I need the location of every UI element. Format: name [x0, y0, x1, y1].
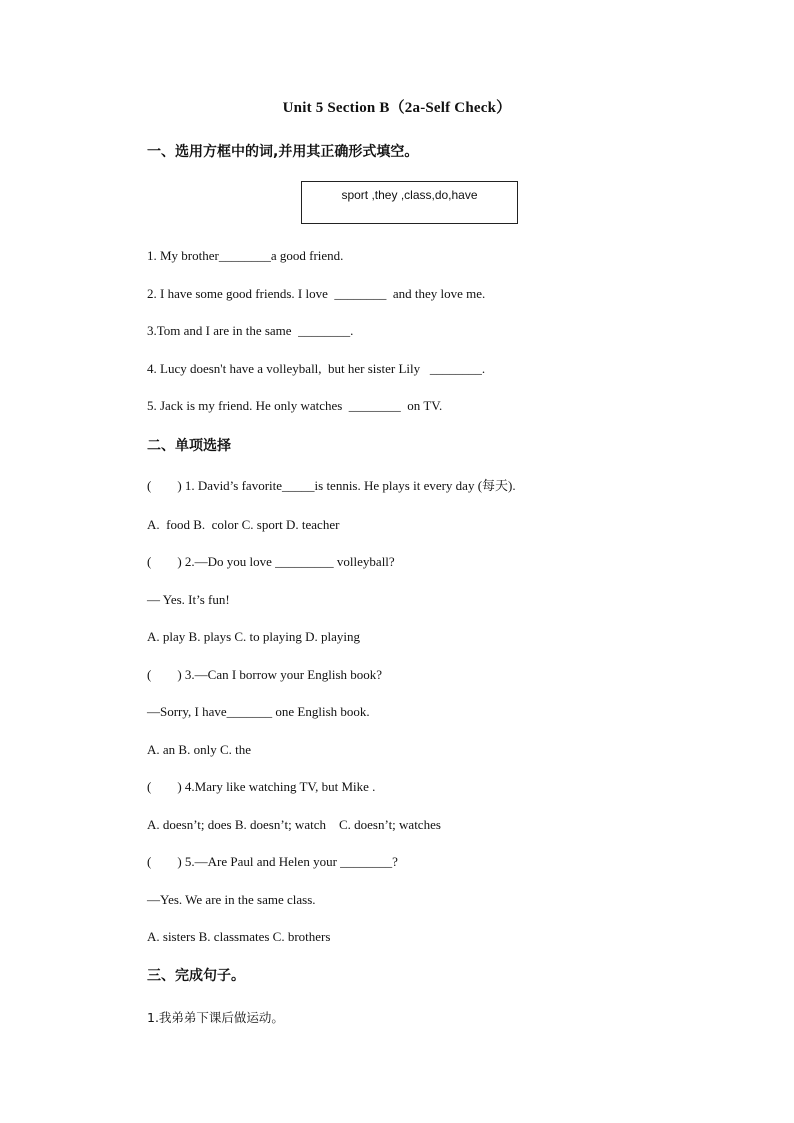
question-5-response: —Yes. We are in the same class. [147, 892, 316, 907]
question-3-options: A. an B. only C. the [147, 742, 251, 757]
question-2: ( ) 2.—Do you love _________ volleyball? [147, 554, 395, 569]
word-box: sport ,they ,class,do,have [301, 181, 518, 224]
question-5-options: A. sisters B. classmates C. brothers [147, 929, 331, 944]
question-5: ( ) 5.—Are Paul and Helen your ________? [147, 854, 398, 869]
question-1: ( ) 1. David’s favorite_____is tennis. He plays it every day (每天). [147, 478, 516, 493]
question-4: ( ) 4.Mary like watching TV, but Mike . [147, 779, 376, 794]
question-1-options: A. food B. color C. sport D. teacher [147, 517, 340, 532]
fill-item-2: 2. I have some good friends. I love ________ and they love me. [147, 286, 486, 301]
page-title: Unit 5 Section B（2a-Self Check） [282, 100, 512, 116]
section1-heading: 一、选用方框中的词,并用其正确形式填空。 [147, 144, 419, 160]
section3-heading: 三、完成句子。 [147, 968, 245, 984]
question-4-options: A. doesn’t; does B. doesn’t; watch C. doesn’t; watches [147, 817, 441, 832]
question-3-response: —Sorry, I have_______ one English book. [147, 704, 370, 719]
fill-item-5: 5. Jack is my friend. He only watches ________ on TV. [147, 398, 443, 413]
question-3: ( ) 3.—Can I borrow your English book? [147, 667, 383, 682]
fill-item-3: 3.Tom and I are in the same ________. [147, 323, 354, 338]
question-2-options: A. play B. plays C. to playing D. playing [147, 629, 361, 644]
fill-item-1: 1. My brother________a good friend. [147, 248, 344, 263]
question-2-response: — Yes. It’s fun! [147, 592, 230, 607]
sentence-item-1: 1.我弟弟下课后做运动。 [147, 1010, 284, 1025]
fill-item-4: 4. Lucy doesn't have a volleyball, but her sister Lily ________. [147, 361, 486, 376]
section2-heading: 二、单项选择 [147, 438, 231, 454]
